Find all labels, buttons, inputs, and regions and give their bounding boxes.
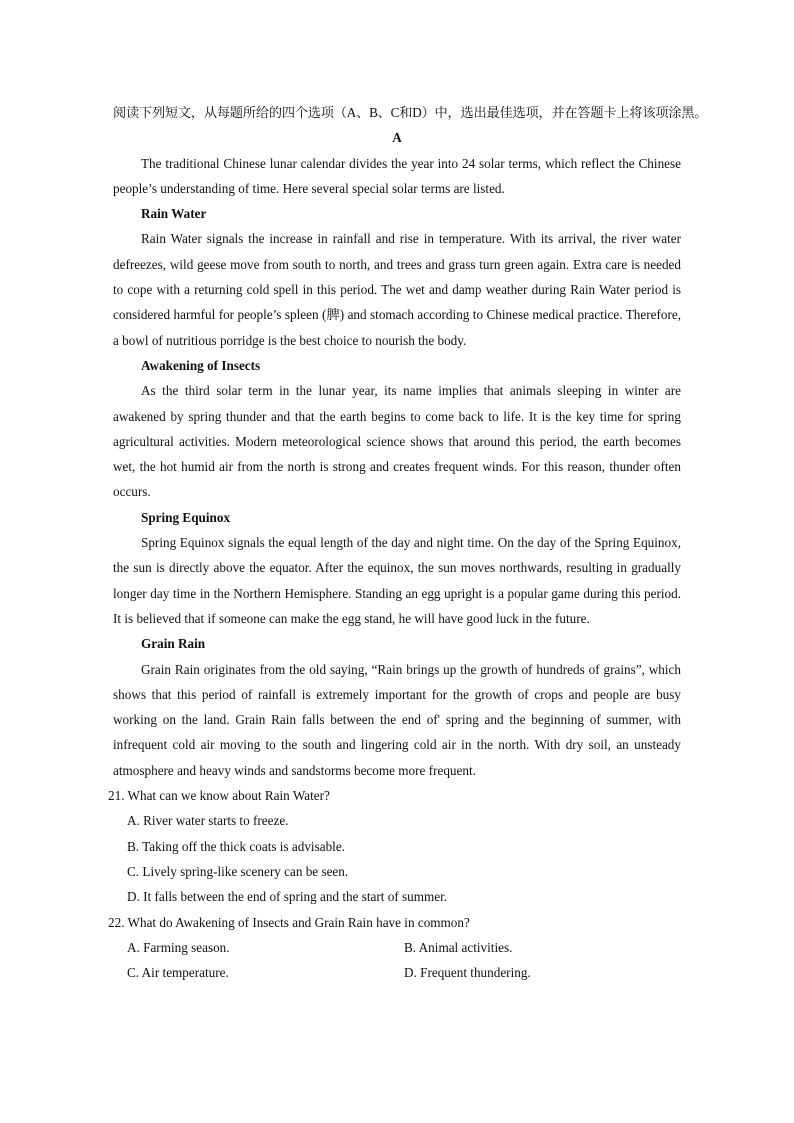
section-body-awakening-of-insects: As the third solar term in the lunar year, its name implies that animals sleeping in winter are awakened by spring thunder and that the earth begins to come back to life. It is the key time for spring agricultural activities. Modern meteorological science shows that around this period, the earth becomes wet, the hot humid air from the north is strong and creates frequent winds. For this reason, thunder often occurs. (113, 383, 681, 500)
instruction-text: 阅读下列短文，从每题所给的四个选项（A、B、C和D）中，选出最佳选项，并在答题卡上将该项涂黑。 (113, 105, 708, 120)
section-heading-spring-equinox: Spring Equinox (141, 509, 231, 525)
section-body-grain-rain: Grain Rain originates from the old saying, “Rain brings up the growth of hundreds of grains”, which shows that this period of rainfall is extremely important for the growth of crops and people are busy working on the land. Grain Rain falls between the end of' spring and the beginning of summer, with infrequent cold air moving to the south and lingering cold air in the north. With dry soil, an unsteady atmosphere and heavy winds and sandstorms become more frequent. (113, 661, 681, 778)
section-body-spring-equinox: Spring Equinox signals the equal length of the day and night time. On the day of the Spring Equinox, the sun is directly above the equator. After the equinox, the sun moves northwards, resulting in gradually longer day time in the Northern Hemisphere. Standing an egg upright is a popular game during this period. It is believed that if someone can make the egg stand, he will have good luck in the future. (113, 535, 681, 626)
question-21-option-a: A. River water starts to freeze. (127, 813, 289, 829)
question-22-option-c: C. Air temperature. (127, 965, 229, 981)
question-22-option-a: A. Farming season. (127, 939, 230, 955)
question-22-option-d: D. Frequent thundering. (404, 965, 531, 981)
passage-label: A (392, 130, 402, 146)
question-22-options-row-2 (127, 960, 681, 985)
document-page (108, 100, 708, 985)
question-21-option-c: C. Lively spring-like scenery can be seen. (127, 863, 349, 879)
section-body-rain-water: Rain Water signals the increase in rainfall and rise in temperature. With its arrival, the river water defreezes, wild geese move from south to north, and trees and grass turn green again. Extra care is needed to cope with a returning cold spell in this period. The wet and damp weather during Rain Water period is considered harmful for people’s spleen (脾) and stomach according to Chinese medical practice. Therefore, a bowl of nutritious porridge is the best choice to nourish the body. (113, 231, 681, 348)
section-heading-rain-water: Rain Water (141, 206, 207, 222)
question-22-option-b: B. Animal activities. (404, 939, 513, 955)
question-22-options-row-1 (127, 935, 681, 960)
section-heading-awakening-of-insects: Awakening of Insects (141, 357, 261, 373)
section-heading-grain-rain: Grain Rain (141, 636, 206, 652)
question-21-stem: 21. What can we know about Rain Water? (108, 788, 330, 804)
question-22-stem: 22. What do Awakening of Insects and Grain Rain have in common? (108, 914, 470, 930)
question-21-option-d: D. It falls between the end of spring and the start of summer. (127, 889, 448, 905)
question-21-option-b: B. Taking off the thick coats is advisable. (127, 838, 345, 854)
intro-paragraph: The traditional Chinese lunar calendar divides the year into 24 solar terms, which reflect the Chinese people’s understanding of time. Here several special solar terms are listed. (113, 155, 681, 196)
